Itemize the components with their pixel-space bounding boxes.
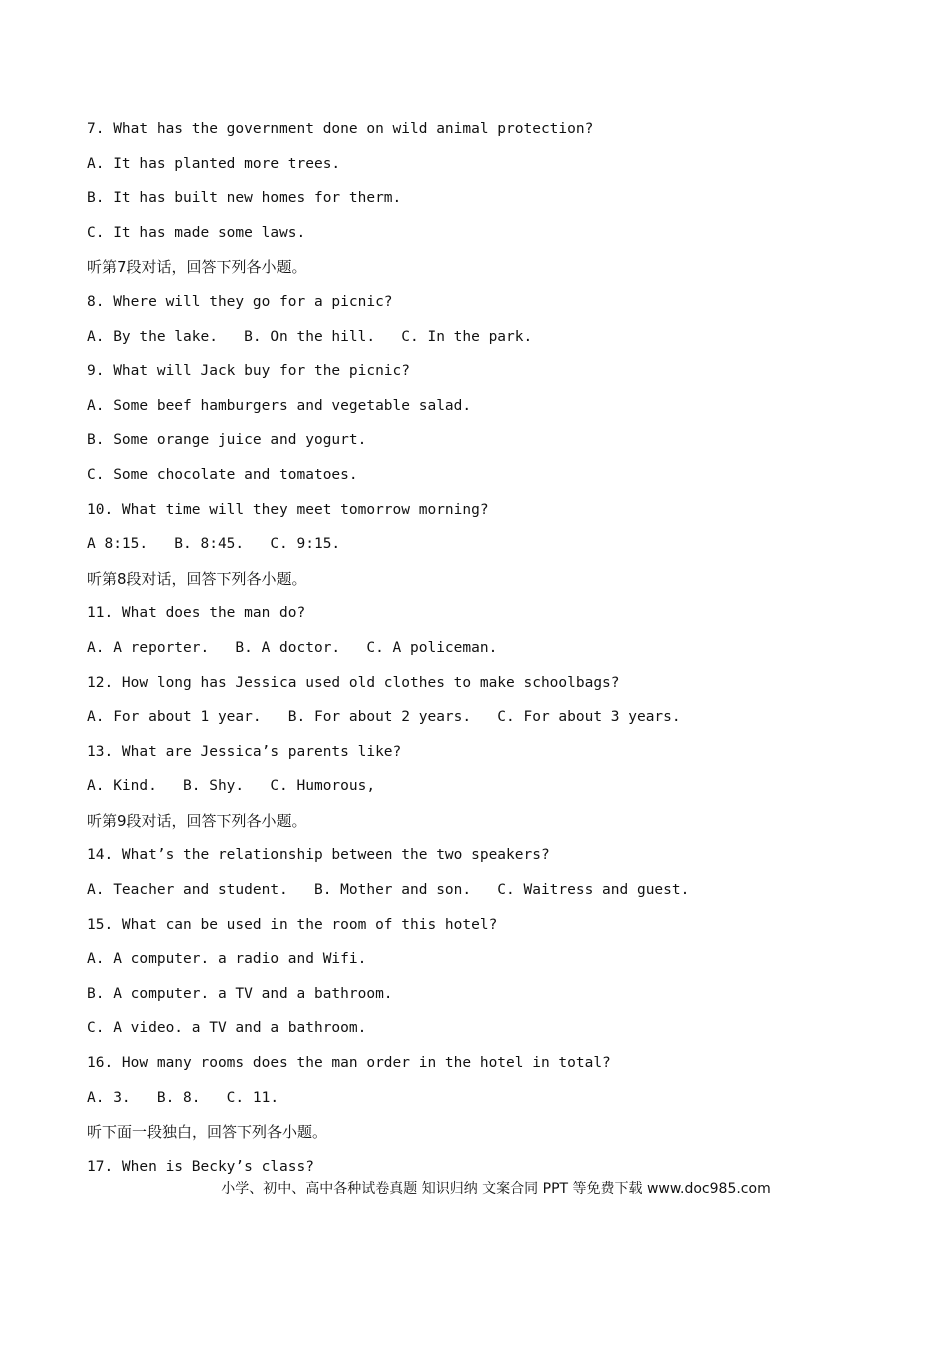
option-line: A. For about 1 year. B. For about 2 years. C. For about 3 years. [87,709,681,726]
option-line: A. Teacher and student. B. Mother and son. C. Waitress and guest. [87,882,690,899]
option-line: A. It has planted more trees. [87,155,341,172]
option-line: C. Some chocolate and tomatoes. [87,466,358,483]
question-10: 10. What time will they meet tomorrow morning? [87,501,489,518]
option-line: A. A reporter. B. A doctor. C. A policeman. [87,639,498,656]
question-8: 8. Where will they go for a picnic? [87,293,393,310]
section-heading: 听第9段对话，回答下列各小题。 [87,811,307,830]
question-13: 13. What are Jessica’s parents like? [87,743,402,760]
section-heading: 听第8段对话，回答下列各小题。 [87,569,307,588]
question-16: 16. How many rooms does the man order in the hotel in total? [87,1055,611,1072]
option-line: B. Some orange juice and yogurt. [87,432,367,449]
option-line: A. Kind. B. Shy. C. Humorous, [87,778,376,795]
option-line: C. It has made some laws. [87,224,306,241]
question-14: 14. What’s the relationship between the two speakers? [87,847,550,864]
question-11: 11. What does the man do? [87,605,306,622]
question-17: 17. When is Becky’s class? [87,1158,314,1175]
option-line: B. It has built new homes for therm. [87,190,402,207]
option-line: A. Some beef hamburgers and vegetable salad. [87,397,472,414]
option-line: A. A computer. a radio and Wifi. [87,951,367,968]
section-heading: 听下面一段独白，回答下列各小题。 [87,1123,328,1142]
exam-content [87,116,907,1188]
option-line: C. A video. a TV and a bathroom. [87,1020,367,1037]
page-footer: 小学、初中、高中各种试卷真题 知识归纳 文案合同 PPT 等免费下载 www.doc985.com [221,1181,771,1197]
question-15: 15. What can be used in the room of this hotel? [87,916,498,933]
option-line: A 8:15. B. 8:45. C. 9:15. [87,536,341,553]
question-7: 7. What has the government done on wild animal protection? [87,121,594,137]
option-line: A. By the lake. B. On the hill. C. In the park. [87,328,533,345]
option-line: B. A computer. a TV and a bathroom. [87,985,393,1002]
question-12: 12. How long has Jessica used old clothes to make schoolbags? [87,674,620,691]
question-9: 9. What will Jack buy for the picnic? [87,363,411,380]
option-line: A. 3. B. 8. C. 11. [87,1089,280,1106]
section-heading: 听第7段对话，回答下列各小题。 [87,258,307,277]
